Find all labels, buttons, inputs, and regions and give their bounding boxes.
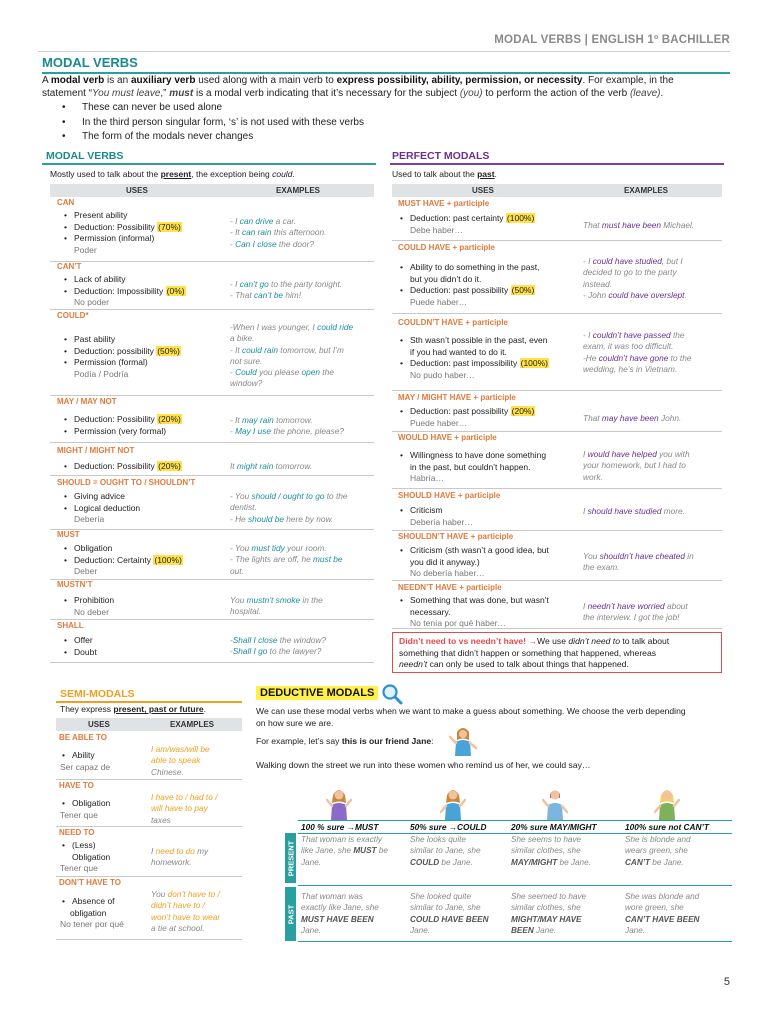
uses-cell: • Giving advice • Logical deduction Debería <box>64 491 224 526</box>
examples-cell: - It may rain tomorrow. - May I use the phone, please? <box>230 415 344 437</box>
deductive-table-top-rule <box>298 820 732 821</box>
intro-bullet-list <box>62 101 662 145</box>
examples-cell: - I could have studied, but I decided to go to the party instead. - John could have overslept. <box>583 256 687 300</box>
perfect-modals-heading: PERFECT MODALS <box>392 150 490 162</box>
deductive-modals-heading: DEDUCTIVE MODALS <box>256 686 378 700</box>
uses-cell: • Deduction: past certainty (100%) Debe haber… <box>400 213 580 236</box>
uses-cell: • Criticism Debería haber… <box>400 505 580 528</box>
examples-cell: I have to / had to / will have to pay taxes <box>151 792 218 825</box>
semi-modals-rule <box>56 701 242 703</box>
deductive-modals-heading-wrap <box>256 687 378 699</box>
category-could-have: COULD HAVE + participle <box>398 243 495 252</box>
uses-cell: • Something that was done, but wasn’t necessary. No tenía por qué haber… <box>400 595 580 630</box>
category-must: MUST <box>57 530 80 539</box>
deductive-middle-rule <box>298 885 732 886</box>
woman-2-icon <box>440 786 466 820</box>
uses-cell: • (Less) Obligation Tener que <box>60 840 150 875</box>
category-cant: CAN’T <box>57 262 82 271</box>
present-cell-could: She looks quite similar to Jane, she COULD be Jane. <box>410 835 481 867</box>
uses-cell: • Ability to do something in the past, but you didn’t do it. • Deduction: past possibility (50%) Puede haber… <box>400 262 580 308</box>
examples-cell: - I can’t go to the party tonight. - That can’t be him! <box>230 279 343 301</box>
examples-cell: You mustn’t smoke in the hospital. <box>230 595 323 617</box>
note-box: Didn’t need to vs needn’t have! →We use didn’t need to to talk about something that didn’t happen or something that happened, whereas needn’t can only be used to talk about things that happened. <box>392 632 722 673</box>
modal-verbs-heading: MODAL VERBS <box>46 150 124 162</box>
magnifier-icon <box>380 683 404 705</box>
category-should: SHOULD = OUGHT TO / SHOULDN’T <box>57 478 196 487</box>
category-should-have: SHOULD HAVE + participle <box>398 491 501 500</box>
modal-verbs-rule <box>42 163 376 165</box>
intro-paragraph: A modal verb is an auxiliary verb used along with a main verb to express possibility, ability, permission, or necessity. For example, in the statement “You must leave,” must is a modal verb indicating that it’s necessary for the subject (you) to perform the action of the verb (leave). <box>42 75 674 99</box>
deductive-intro: We can use these modal verbs when we want to make a guess about something. We choose the verb depending on how sure we are. <box>256 706 686 728</box>
category-must-have: MUST HAVE + participle <box>398 199 490 208</box>
uses-cell: • Deduction: Possibility (20%) <box>64 461 224 473</box>
past-cell-may-might: She seemed to have similar clothes, she MIGHT/MAY HAVE BEEN Jane. <box>511 892 587 935</box>
examples-cell: That must have been Michael. <box>583 220 695 230</box>
examples-cell: I should have studied more. <box>583 506 685 516</box>
col-header-may-might: 20% sure MAY/MIGHT <box>511 822 597 832</box>
examples-cell: I need to do my homework. <box>151 846 209 868</box>
perfect-table-header: USES EXAMPLES <box>392 184 722 197</box>
category-shouldnt-have: SHOULDN’T HAVE + participle <box>398 532 514 541</box>
uses-cell: • Lack of ability • Deduction: Impossibility (0%) No poder <box>64 274 224 309</box>
category-dont-have-to: DON’T HAVE TO <box>59 878 121 887</box>
category-may-have: MAY / MIGHT HAVE + participle <box>398 393 516 402</box>
uses-cell: • Past ability • Deduction: possibility (50%) • Permission (formal) Podía / Podría <box>64 334 224 380</box>
category-may: MAY / MAY NOT <box>57 397 117 406</box>
semi-modals-subtitle: They express present, past or future. <box>60 704 206 714</box>
semi-modals-heading: SEMI-MODALS <box>60 688 135 700</box>
examples-cell: You don’t have to / didn’t have to / won’t have to wear a tie at school. <box>151 889 221 933</box>
examples-cell: You shouldn’t have cheated in the exam. <box>583 551 694 573</box>
present-cell-may-might: She seems to have similar clothes, she MAY/MIGHT be Jane. <box>511 835 591 867</box>
category-shall: SHALL <box>57 621 84 630</box>
woman-4-icon <box>654 786 680 820</box>
category-need-to: NEED TO <box>59 828 95 837</box>
uses-cell: • Offer • Doubt <box>64 635 224 658</box>
woman-3-icon <box>542 786 568 820</box>
uses-cell: • Obligation Tener que <box>60 798 150 821</box>
uses-cell: • Prohibition No deber <box>64 595 224 618</box>
header-divider <box>38 51 730 52</box>
col-header-could: 50% sure →COULD <box>410 822 487 832</box>
running-header: MODAL VERBS | ENGLISH 1º BACHILLER <box>494 34 730 46</box>
page-title: MODAL VERBS <box>42 55 138 70</box>
uses-cell: • Obligation • Deduction: Certainty (100%) Deber <box>64 543 224 578</box>
list-item: • These can never be used alone <box>62 101 662 116</box>
col-header-cant: 100% sure not CAN’T <box>625 822 709 832</box>
examples-cell: I would have helped you with your homework, but I had to work. <box>583 449 690 482</box>
semi-table-header: USES EXAMPLES <box>56 718 242 731</box>
uses-cell: • Ability Ser capaz de <box>60 750 150 773</box>
examples-cell: That may have been John. <box>583 413 682 423</box>
examples-cell: -When I was younger, I could ride a bike. - It could rain tomorrow, but I’m not sure. - Could you please open the window? <box>230 322 354 389</box>
row-label-present: PRESENT <box>285 833 296 883</box>
past-cell-must: That woman was exactly like Jane, she MUST HAVE BEEN Jane. <box>301 892 379 935</box>
present-cell-cant: She is blonde and wears green, she CAN’T be Jane. <box>625 835 691 867</box>
uses-cell: • Deduction: Possibility (20%) • Permission (very formal) <box>64 414 224 437</box>
examples-cell: -Shall I close the window? -Shall I go to the lawyer? <box>230 635 326 657</box>
examples-cell: - I couldn’t have passed the exam, it was too difficult. -He couldn’t have gone to the wedding, he’s in Vietnam. <box>583 330 692 374</box>
deductive-street-line: Walking down the street we run into these women who remind us of her, we could say… <box>256 760 591 770</box>
category-would-have: WOULD HAVE + participle <box>398 433 497 442</box>
examples-cell: I needn’t have worried about the interview. I got the job! <box>583 601 688 623</box>
category-mustnt: MUSTN’T <box>57 580 93 589</box>
present-cell-must: That woman is exactly like Jane, she MUST be Jane. <box>301 835 388 867</box>
uses-cell: • Absence of obligation No tener por qué <box>60 896 150 931</box>
category-be-able-to: BE ABLE TO <box>59 733 108 742</box>
past-cell-cant: She was blonde and wore green, she CAN’T HAVE BEEN Jane. <box>625 892 700 935</box>
deductive-bottom-rule <box>298 941 732 942</box>
examples-cell: I am/was/will be able to speak Chinese. <box>151 744 210 777</box>
category-have-to: HAVE TO <box>59 781 94 790</box>
list-item: • The form of the modals never changes <box>62 130 662 145</box>
perfect-modals-rule <box>390 163 724 165</box>
category-couldnt-have: COULDN’T HAVE + participle <box>398 318 508 327</box>
uses-cell: • Deduction: past possibility (20%) Puede haber… <box>400 406 580 429</box>
uses-cell: • Criticism (sth wasn’t a good idea, but you did it anyway.) No debería haber… <box>400 545 580 580</box>
examples-cell: - You should / ought to go to the dentist. - He should be here by now. <box>230 491 348 524</box>
category-can: CAN <box>57 198 75 207</box>
deductive-example-line: For example, let’s say this is our friend Jane: <box>256 736 434 746</box>
page-number: 5 <box>723 976 730 988</box>
col-header-must: 100 % sure →MUST <box>301 822 379 832</box>
uses-cell: • Present ability • Deduction: Possibility (70%) • Permission (informal) Poder <box>64 210 224 256</box>
examples-cell: - I can drive a car. - It can rain this afternoon. - Can I close the door? <box>230 216 327 249</box>
category-neednt-have: NEEDN’T HAVE + participle <box>398 583 502 592</box>
row-label-past: PAST <box>285 887 296 941</box>
perfect-modals-subtitle: Used to talk about the past. <box>392 169 497 179</box>
uses-cell: • Sth wasn’t possible in the past, even if you had wanted to do it. • Deduction: past impossibility (100%) No pudo haber… <box>400 335 580 381</box>
category-might: MIGHT / MIGHT NOT <box>57 446 135 455</box>
list-item: • In the third person singular form, ‘s’ is not used with these verbs <box>62 116 662 131</box>
modal-verbs-subtitle: Mostly used to talk about the present, the exception being could. <box>50 169 295 179</box>
past-cell-could: She looked quite similar to Jane, she COULD HAVE BEEN Jane. <box>410 892 489 935</box>
uses-cell: • Willingness to have done something in the past, but couldn’t happen. Habría… <box>400 450 580 485</box>
modal-table-header: USES EXAMPLES <box>50 184 374 197</box>
examples-cell: - You must tidy your room. - The lights are off, he must be out. <box>230 543 343 576</box>
examples-cell: It might rain tomorrow. <box>230 461 313 471</box>
woman-1-icon <box>326 786 352 820</box>
category-could: COULD* <box>57 311 89 320</box>
jane-avatar-icon <box>448 726 478 756</box>
